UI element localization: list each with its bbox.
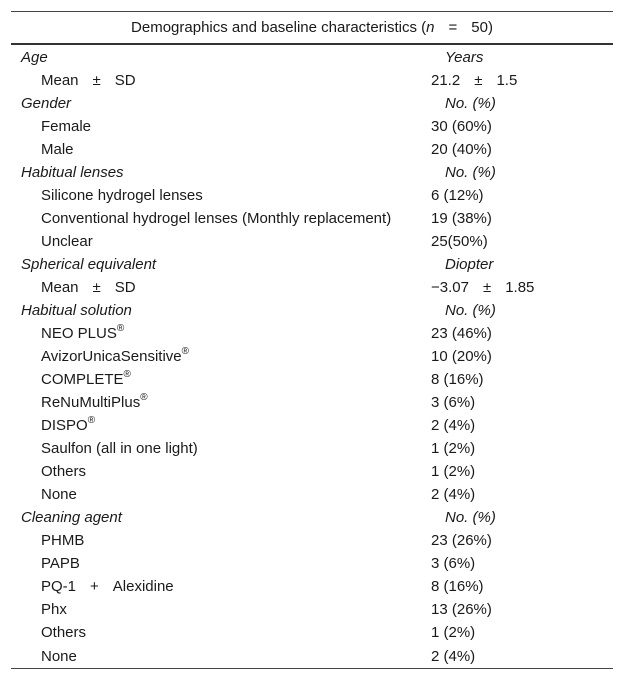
- row-label: PAPB: [41, 555, 80, 572]
- table-row: [11, 621, 613, 644]
- table-row: [11, 460, 613, 483]
- table-header-row: [11, 12, 613, 45]
- section-label: Habitual lenses: [21, 164, 124, 181]
- table-row: [11, 276, 613, 299]
- row-value: 2 (4%): [431, 417, 476, 434]
- table-row: [11, 391, 613, 414]
- registered-mark: ®: [140, 392, 148, 403]
- row-value: 30 (60%): [431, 118, 492, 135]
- row-value: 20 (40%): [431, 141, 492, 158]
- row-value: 2 (4%): [431, 486, 476, 503]
- registered-mark: ®: [123, 369, 131, 380]
- section-unit: Diopter: [445, 256, 494, 273]
- row-label: Female: [41, 118, 92, 135]
- table-caption: Demographics and baseline characteristics (n = 50): [11, 12, 613, 45]
- row-label: None: [11, 644, 431, 669]
- table-row: [11, 483, 613, 506]
- registered-mark: ®: [181, 346, 189, 357]
- section-label: Habitual solution: [21, 302, 132, 319]
- row-label: NEO PLUS®: [41, 323, 125, 342]
- table-row: [11, 115, 613, 138]
- row-value: 1 (2%): [431, 440, 476, 457]
- row-value: 2 (4%): [431, 644, 613, 669]
- section-unit: No. (%): [445, 95, 496, 112]
- table-row: [11, 368, 613, 391]
- section-row-gender: [11, 92, 613, 115]
- section-unit: Years: [445, 49, 484, 66]
- row-label: Phx: [41, 601, 67, 618]
- table-row: [11, 575, 613, 598]
- row-label: None: [41, 486, 77, 503]
- row-value: 23 (26%): [431, 532, 492, 549]
- row-label: Saulfon (all in one light): [41, 440, 198, 457]
- row-label: Others: [41, 463, 87, 480]
- row-label: PQ-1 + Alexidine: [41, 578, 174, 595]
- row-label: ReNuMultiPlus®: [41, 392, 148, 411]
- row-value: 3 (6%): [431, 394, 476, 411]
- table-row: [11, 230, 613, 253]
- row-value: 19 (38%): [431, 210, 492, 227]
- section-label: Age: [21, 49, 48, 66]
- section-label: Gender: [21, 95, 72, 112]
- row-label: Silicone hydrogel lenses: [41, 187, 203, 204]
- row-label: AvizorUnicaSensitive®: [41, 346, 189, 365]
- table-row: [11, 598, 613, 621]
- table-row: [11, 69, 613, 92]
- row-label: DISPO®: [41, 415, 96, 434]
- row-label: Male: [41, 141, 74, 158]
- row-value: 25(50%): [431, 233, 488, 250]
- demographics-table-container: [11, 11, 613, 669]
- row-value: 13 (26%): [431, 601, 492, 618]
- row-label: COMPLETE®: [41, 369, 131, 388]
- registered-mark: ®: [87, 415, 96, 426]
- row-value: 1 (2%): [431, 624, 476, 641]
- registered-mark: ®: [116, 323, 125, 334]
- row-value: 10 (20%): [431, 348, 492, 365]
- row-value: 6 (12%): [431, 187, 484, 204]
- row-label: Conventional hydrogel lenses (Monthly replacement): [41, 210, 392, 227]
- row-label: Unclear: [41, 233, 93, 250]
- section-row-habitual-lenses: [11, 161, 613, 184]
- row-value: 3 (6%): [431, 555, 476, 572]
- row-label: Mean ± SD: [41, 279, 136, 296]
- table-row: [11, 644, 613, 669]
- section-unit: No. (%): [445, 302, 496, 319]
- row-label: Mean ± SD: [41, 72, 136, 89]
- section-row-age: [11, 44, 613, 69]
- table-row: [11, 207, 613, 230]
- section-row-cleaning-agent: [11, 506, 613, 529]
- table-row: [11, 345, 613, 368]
- table-row: [11, 322, 613, 345]
- section-unit: No. (%): [445, 164, 496, 181]
- table-row: [11, 414, 613, 437]
- demographics-table: [11, 11, 613, 669]
- section-unit: No. (%): [445, 509, 496, 526]
- section-label: Cleaning agent: [21, 509, 122, 526]
- table-row: [11, 529, 613, 552]
- section-row-habitual-solution: [11, 299, 613, 322]
- table-body: [11, 44, 613, 669]
- row-label: PHMB: [41, 532, 85, 549]
- table-row: [11, 184, 613, 207]
- row-value: 23 (46%): [431, 325, 492, 342]
- table-row: [11, 437, 613, 460]
- section-row-spherical-equivalent: [11, 253, 613, 276]
- row-value: 8 (16%): [431, 578, 484, 595]
- row-value: 8 (16%): [431, 371, 484, 388]
- section-label: Spherical equivalent: [21, 256, 157, 273]
- table-row: [11, 552, 613, 575]
- row-value: 21.2 ± 1.5: [431, 72, 518, 89]
- row-value: 1 (2%): [431, 463, 476, 480]
- table-row: [11, 138, 613, 161]
- row-value: −3.07 ± 1.85: [431, 279, 535, 296]
- row-label: Others: [41, 624, 87, 641]
